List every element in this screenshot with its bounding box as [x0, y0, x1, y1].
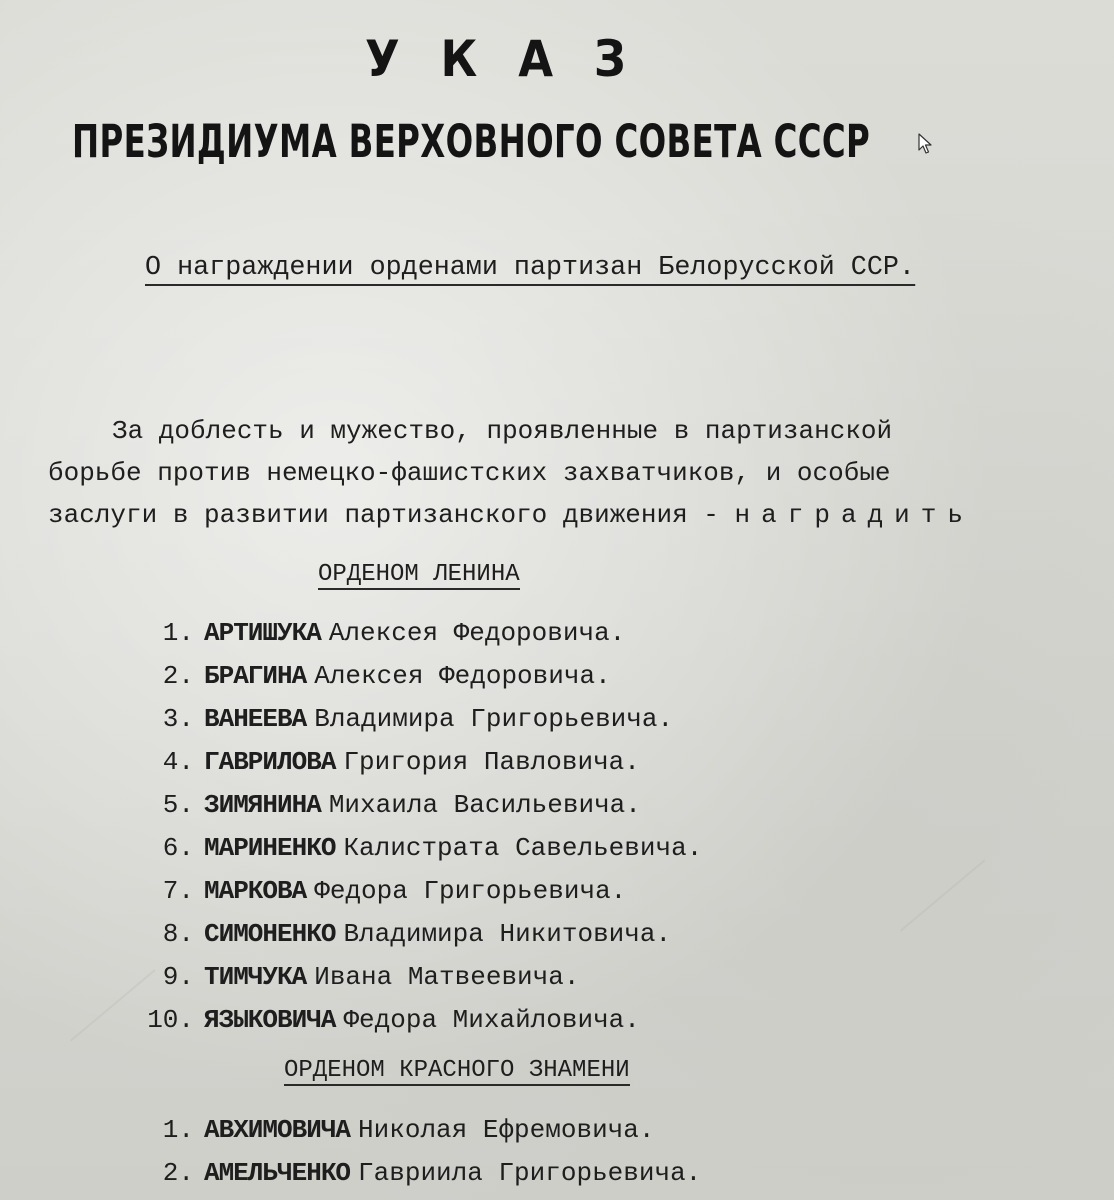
- item-given-name: Федора Михайловича.: [343, 1005, 640, 1035]
- item-number: 1.: [162, 618, 194, 648]
- item-given-name: Алексея Федоровича.: [328, 618, 626, 648]
- item-given-name: Михаила Васильевича.: [328, 790, 641, 820]
- item-given-name: Григория Павловича.: [343, 747, 640, 777]
- preamble-line-3-text: заслуги в развитии партизанского движения -: [48, 500, 719, 530]
- item-given-name: Калистрата Савельевича.: [343, 833, 703, 863]
- award-list-item: [140, 1158, 701, 1188]
- document-title: У К А З: [365, 30, 639, 88]
- item-number: 3.: [162, 704, 194, 734]
- item-surname: ВАНЕЕВА: [204, 704, 307, 734]
- item-surname: МАРИНЕНКО: [204, 833, 336, 863]
- item-surname: СИМОНЕНКО: [204, 919, 336, 949]
- item-number: 2.: [162, 661, 194, 691]
- preamble-line-2: борьбе против немецко-фашистских захватчиков, и особые: [48, 458, 891, 488]
- section-title-order-of-red-banner: ОРДЕНОМ КРАСНОГО ЗНАМЕНИ: [284, 1057, 630, 1084]
- item-surname: ГАВРИЛОВА: [204, 747, 336, 777]
- preamble-verb: наградить: [734, 500, 974, 530]
- document-subtitle: ПРЕЗИДИУМА ВЕРХОВНОГО СОВЕТА СССР: [72, 115, 871, 168]
- item-number: 1.: [162, 1115, 194, 1145]
- item-surname: МАРКОВА: [204, 876, 307, 906]
- item-number: 10.: [147, 1005, 194, 1035]
- item-number: 5.: [162, 790, 194, 820]
- item-surname: БРАГИНА: [204, 661, 307, 691]
- item-given-name: Владимира Григорьевича.: [314, 704, 674, 734]
- item-surname: ЗИМЯНИНА: [204, 790, 321, 820]
- item-given-name: Владимира Никитовича.: [343, 919, 672, 949]
- item-surname: АВХИМОВИЧА: [204, 1115, 351, 1145]
- item-number: 6.: [162, 833, 194, 863]
- item-surname: АМЕЛЬЧЕНКО: [204, 1158, 351, 1188]
- preamble-line-1: За доблесть и мужество, проявленные в партизанской: [112, 416, 893, 446]
- item-number: 4.: [162, 747, 194, 777]
- item-given-name: Федора Григорьевича.: [314, 876, 627, 906]
- item-given-name: Николая Ефремовича.: [358, 1115, 655, 1145]
- item-surname: ЯЗЫКОВИЧА: [204, 1005, 336, 1035]
- item-given-name: Ивана Матвеевича.: [314, 962, 580, 992]
- item-number: 8.: [162, 919, 194, 949]
- item-surname: ТИМЧУКА: [204, 962, 307, 992]
- item-number: 2.: [162, 1158, 194, 1188]
- award-list-item: [140, 1115, 654, 1145]
- item-surname: АРТИШУКА: [204, 618, 321, 648]
- item-given-name: Гавриила Григорьевича.: [358, 1158, 702, 1188]
- section-title-order-of-lenin: ОРДЕНОМ ЛЕНИНА: [318, 561, 520, 588]
- item-number: 9.: [162, 962, 194, 992]
- item-number: 7.: [162, 876, 194, 906]
- item-given-name: Алексея Федоровича.: [314, 661, 611, 691]
- document-heading: О награждении орденами партизан Белорусской ССР.: [145, 253, 915, 286]
